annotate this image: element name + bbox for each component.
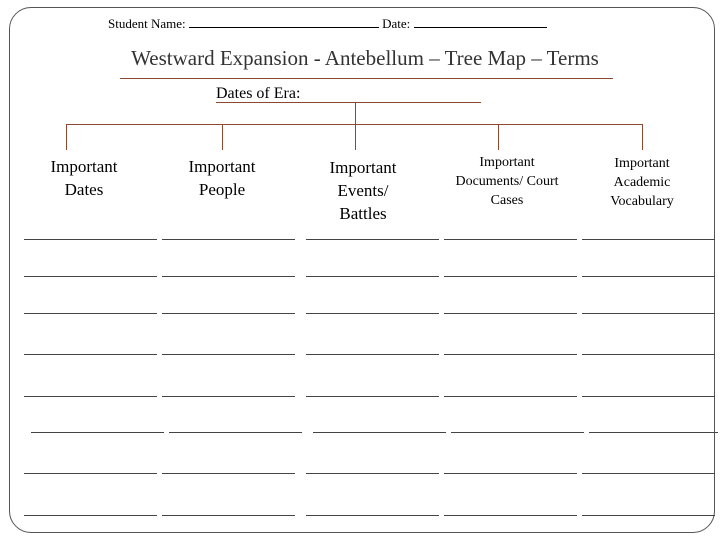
answer-line-documents[interactable] xyxy=(444,276,577,277)
answer-line-documents[interactable] xyxy=(444,313,577,314)
answer-line-dates[interactable] xyxy=(24,313,157,314)
answer-line-documents[interactable] xyxy=(444,473,577,474)
column-heading-vocabulary: Important Academic Vocabulary xyxy=(610,156,674,209)
answer-line-vocabulary[interactable] xyxy=(589,432,718,433)
answer-line-events[interactable] xyxy=(306,276,439,277)
tree-trunk xyxy=(355,102,356,124)
answer-line-vocabulary[interactable] xyxy=(582,515,715,516)
answer-line-documents[interactable] xyxy=(444,396,577,397)
answer-line-people[interactable] xyxy=(162,473,295,474)
answer-line-people[interactable] xyxy=(162,354,295,355)
column-heading-events: Important Events/ Battles xyxy=(329,158,397,223)
answer-line-events[interactable] xyxy=(306,313,439,314)
answer-line-documents[interactable] xyxy=(451,432,584,433)
tree-branch-dates xyxy=(66,124,67,150)
answer-line-events[interactable] xyxy=(306,473,439,474)
column-heading-people: Important People xyxy=(188,157,256,199)
answer-line-documents[interactable] xyxy=(444,515,577,516)
answer-line-people[interactable] xyxy=(169,432,302,433)
answer-line-events[interactable] xyxy=(306,239,439,240)
tree-branch-documents xyxy=(498,124,499,150)
answer-line-events[interactable] xyxy=(313,432,446,433)
answer-line-dates[interactable] xyxy=(24,473,157,474)
column-heading-documents: Important Documents/ Court Cases xyxy=(455,155,559,208)
date-label: Date: xyxy=(382,16,411,31)
answer-line-people[interactable] xyxy=(162,515,295,516)
answer-line-vocabulary[interactable] xyxy=(582,473,715,474)
answer-line-vocabulary[interactable] xyxy=(582,396,715,397)
era-label: Dates of Era: xyxy=(216,85,301,102)
date-blank[interactable] xyxy=(414,15,547,28)
tree-branch-vocabulary xyxy=(642,124,643,150)
student-name-blank[interactable] xyxy=(189,15,379,28)
answer-line-events[interactable] xyxy=(306,515,439,516)
answer-line-vocabulary[interactable] xyxy=(582,354,715,355)
answer-line-people[interactable] xyxy=(162,396,295,397)
title-underline xyxy=(120,78,613,79)
student-name-label: Student Name: xyxy=(108,16,186,31)
answer-line-people[interactable] xyxy=(162,313,295,314)
answer-line-dates[interactable] xyxy=(24,354,157,355)
answer-line-people[interactable] xyxy=(162,276,295,277)
answer-line-dates[interactable] xyxy=(24,239,157,240)
answer-line-events[interactable] xyxy=(306,396,439,397)
answer-line-vocabulary[interactable] xyxy=(582,313,715,314)
answer-line-vocabulary[interactable] xyxy=(582,239,715,240)
answer-line-documents[interactable] xyxy=(444,354,577,355)
tree-branch-people xyxy=(222,124,223,150)
page-title: Westward Expansion - Antebellum – Tree Map – Terms xyxy=(131,46,599,70)
answer-line-dates[interactable] xyxy=(24,515,157,516)
tree-branch-events xyxy=(355,124,356,150)
answer-line-dates[interactable] xyxy=(31,432,164,433)
header-line xyxy=(108,15,547,32)
era-blank[interactable] xyxy=(216,102,481,103)
column-heading-dates: Important Dates xyxy=(50,157,118,199)
answer-line-events[interactable] xyxy=(306,354,439,355)
answer-line-people[interactable] xyxy=(162,239,295,240)
answer-line-dates[interactable] xyxy=(24,396,157,397)
answer-line-vocabulary[interactable] xyxy=(582,276,715,277)
answer-line-documents[interactable] xyxy=(444,239,577,240)
worksheet-frame xyxy=(9,7,715,533)
answer-line-dates[interactable] xyxy=(24,276,157,277)
